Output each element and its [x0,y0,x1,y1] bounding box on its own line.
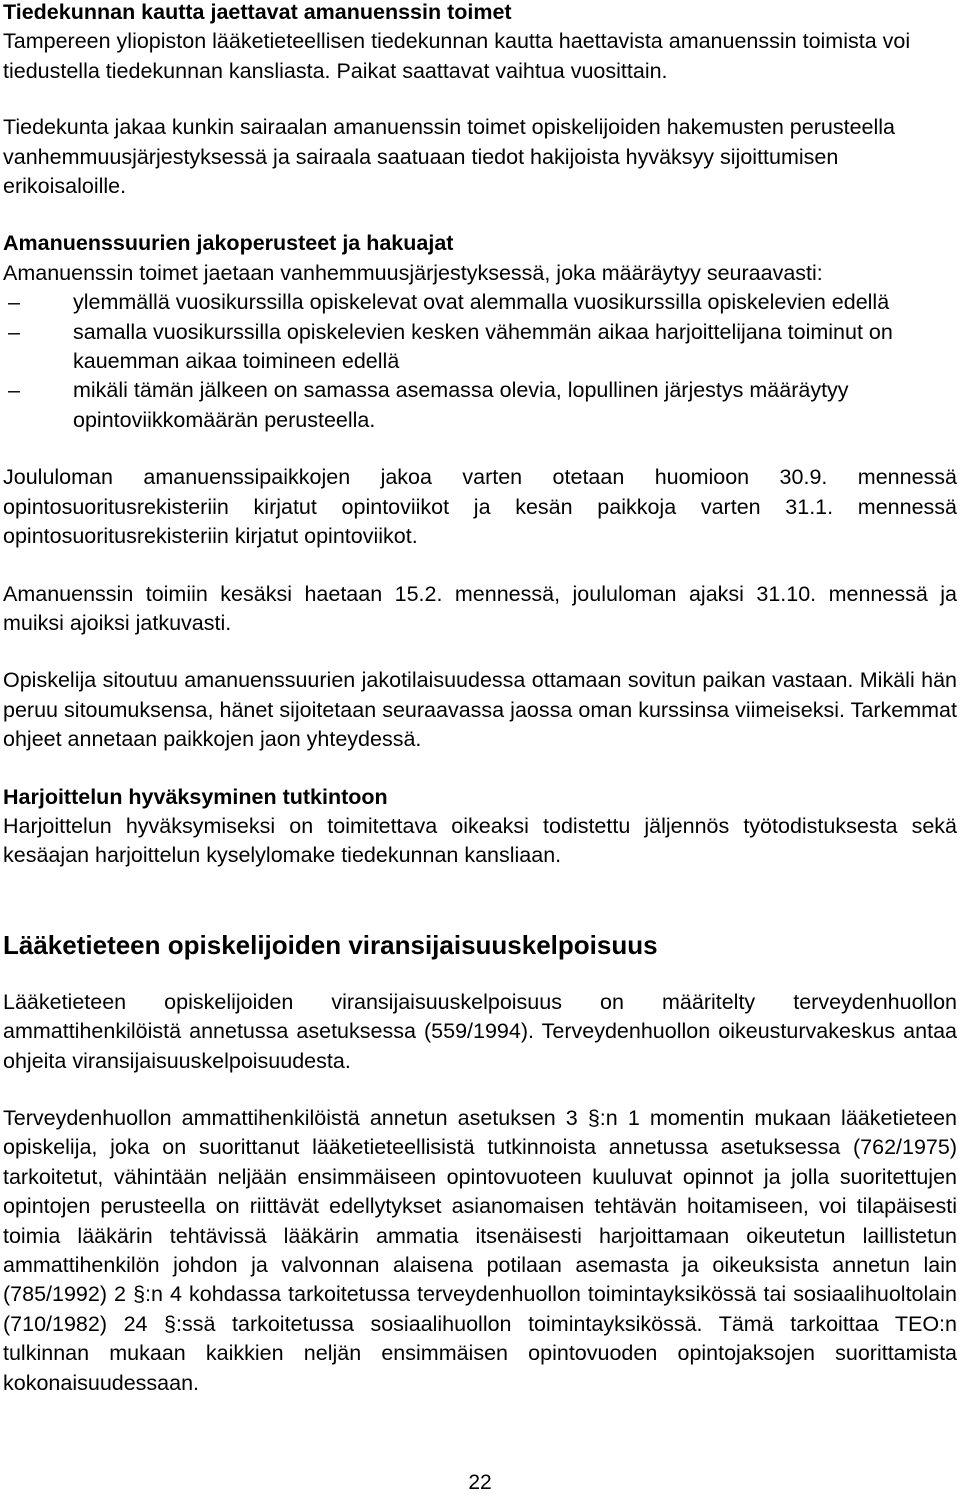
list-item-text: mikäli tämän jälkeen on samassa asemassa olevia, lopullinen järjestys määräytyy opintoviikkomäärän perusteella. [73,378,849,432]
list-item [3,288,957,317]
paragraph-eligibility-definition: Lääketieteen opiskelijoiden viransijaisuuskelpoisuus on määritelty terveydenhuollon ammattihenkilöistä annetussa asetuksessa (559/1994). Terveydenhuollon oikeusturvakeskus antaa ohjeita viransijaisuuskelpoisuudesta. [3,989,957,1073]
dash-bullet-icon: – [8,319,20,344]
heading-internship-approval: Harjoittelun hyväksyminen tutkintoon [3,784,388,809]
paragraph-commitment: Opiskelija sitoutuu amanuenssuurien jakotilaisuudessa ottamaan sovitun paikan vastaan. Mikäli hän peruu sitoumuksensa, hänet sijoitetaan seuraavassa jaossa oman kurssinsa viimeiseksi. Tarkemmat ohjeet annetaan paikkojen jaon yhteydessä. [3,668,957,752]
heading-faculty-positions: Tiedekunnan kautta jaettavat amanuenssin toimet [3,0,512,24]
paragraph-faculty-intro: Tampereen yliopiston lääketieteellisen tiedekunnan kautta haettavista amanuenssin toimista voi tiedustella tiedekunnan kansliasta. Paikat saattavat vaihtua vuosittain. [3,29,911,83]
document-page [3,0,957,1398]
paragraph-eligibility-regulation: Terveydenhuollon ammattihenkilöistä annetun asetuksen 3 §:n 1 momentin mukaan lääketieteen opiskelija, joka on suorittanut lääketieteellisistä tutkinnoista annetussa asetuksessa (762/1975) tarkoitetut, vähintään neljään ensimmäiseen opintovuoteen kuuluvat opinnot ja jolla suoritettujen opintojen perusteella on riittävät edellytykset asianomaisen tehtävän hoitamiseen, voi tilapäisesti toimia lääkärin tehtävissä lääkärin ammatia itsenäisesti harjoittamaan oikeutetun laillistetun ammattihenkilön johdon ja valvonnan alaisena potilaan asemasta ja oikeuksista annetun lain (785/1992) 2 §:n 4 kohdassa tarkoitetussa terveydenhuollon toimintayksikössä tai sosiaalihuoltolain (710/1982) 24 §:ssä tarkoitetussa sosiaalihuollon toimintayksikössä. Tämä tarkoittaa TEO:n tulkinnan mukaan kaikkien neljän ensimmäisen opintovuoden opintojaksojen suorittamista kokonaisuudessaan. [3,1105,957,1395]
paragraph-application-dates: Amanuenssin toimiin kesäksi haetaan 15.2. mennessä, joululoman ajaksi 31.10. mennessä ja muiksi ajoiksi jatkuvasti. [3,581,957,635]
heading-allocation-criteria: Amanuenssuurien jakoperusteet ja hakuajat [3,231,454,256]
paragraph-allocation-intro: Amanuenssin toimet jaetaan vanhemmuusjärjestyksessä, joka määräytyy seuraavasti: [3,260,823,285]
list-item-text: ylemmällä vuosikurssilla opiskelevat ovat alemmalla vuosikurssilla opiskelevien edellä [73,290,890,315]
list-item-text: samalla vuosikurssilla opiskelevien kesken vähemmän aikaa harjoittelijana toiminut on kauemman aikaa toimineen edellä [73,319,893,374]
paragraph-christmas-deadlines: Joululoman amanuenssipaikkojen jakoa varten otetaan huomioon 30.9. mennessä opintosuoritusrekisteriin kirjatut opintoviikot ja kesän paikkoja varten 31.1. mennessä opintosuoritusrekisteriin kirjatut opintoviikot. [3,465,957,549]
paragraph-faculty-distribution: Tiedekunta jakaa kunkin sairaalan amanuenssin toimet opiskelijoiden hakemusten perusteella vanhemmuusjärjestyksessä ja sairaala saatuaan tiedot hakijoista hyväksyy sijoittumisen erikoisaloille. [3,115,895,199]
list-item [3,376,957,435]
page-number: 22 [468,1471,492,1494]
dash-bullet-icon: – [8,290,20,315]
allocation-criteria-list [3,288,957,435]
list-item [3,318,957,377]
heading-substitute-eligibility: Lääketieteen opiskelijoiden viransijaisuuskelpoisuus [3,929,658,960]
paragraph-internship-approval: Harjoittelun hyväksymiseksi on toimitettava oikeaksi todistettu jäljennös työtodistuksesta sekä kesäajan harjoittelun kyselylomake tiedekunnan kansliaan. [3,813,957,868]
dash-bullet-icon: – [8,378,20,403]
